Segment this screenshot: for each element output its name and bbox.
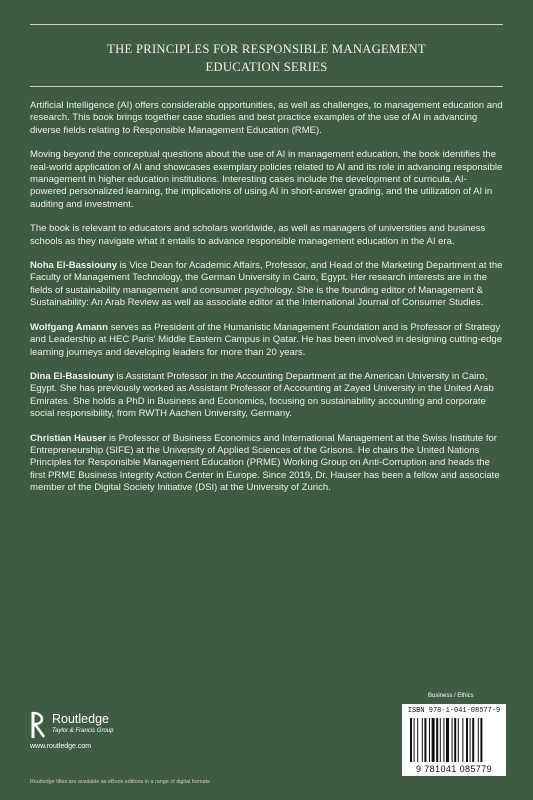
isbn-number: 9 781041 085779: [415, 764, 493, 774]
author-bio-2: [30, 322, 503, 359]
subject-category: Business / Ethics: [428, 693, 474, 699]
barcode-bars: [410, 718, 498, 762]
description-paragraph-1: Artificial Intelligence (AI) offers considerable opportunities, as well as challenges, to management education and research. This book brings together case studies and best practice examples of the use of AI in advancing diverse fields relating to Responsible Management Education (RME).: [30, 100, 503, 136]
author-bio-text: is Assistant Professor in the Accounting Department at the American University in Cairo, Egypt. She has previously worked as Assistant Professor of Accounting at Zayed University in the United Arab Emirates. She holds a PhD in Business and Economics, focusing on sustainability accounting and corporate social responsibility, from RWTH Aachen University, Germany.: [30, 370, 494, 420]
publisher-group: Taylor & Francis Group: [52, 728, 114, 734]
description-paragraph-2: Moving beyond the conceptual questions about the use of AI in management education, the book identifies the real-world application of AI and showcases exemplary policies related to AI and its role in advancing responsible management in higher education institutions. Interesting cases include the development of curricula, AI-powered personalized learning, the implications of using AI in short-answer grading, and the utilization of AI in auditing and investment.: [30, 149, 503, 210]
author-name: Christian Hauser: [30, 432, 107, 444]
author-bio-text: is Professor of Business Economics and International Management at the Swiss Institute for Entrepreneurship (SIFE) at the University of Applied Sciences of the Grisons. He chairs the United Nations Principles for Responsible Management Education (PRME) Working Group on Anti-Corruption and heads the first PRME Business Integrity Action Center in Europe. Since 2019, Dr. Hauser has been a fellow and associate member of the Digital Society Initiative (DSI) at the University of Zurich.: [30, 432, 500, 494]
author-name: Noha El-Bassiouny: [30, 260, 117, 272]
author-bio-text: is Vice Dean for Academic Affairs, Professor, and Head of the Marketing Department at the Faculty of Management Technology, the German University in Cairo, Egypt. Her research interests are in the fields of sustainability management and consumer psychology. She is the founding editor of Management & Sustainability: An Arab Review as well as associate editor at the International Journal of Consumer Studies.: [30, 260, 503, 309]
author-bio-4: [30, 433, 503, 495]
routledge-r-icon: [30, 710, 48, 740]
publisher-url: www.routledge.com: [30, 743, 92, 750]
author-bio-3: [30, 371, 503, 421]
author-bio-1: [30, 260, 503, 310]
ebook-note: Routledge titles are available as eBook editions in a range of digital formats: [30, 779, 210, 785]
header-rule: [30, 86, 503, 87]
isbn-text: ISBN 978-1-041-08577-9: [407, 707, 501, 715]
series-title-line-2: EDUCATION SERIES: [205, 60, 328, 74]
series-title: [0, 40, 533, 76]
author-name: Dina El-Bassiouny: [30, 370, 114, 382]
back-cover-text: [30, 100, 503, 507]
publisher-name: Routledge: [52, 712, 109, 726]
description-paragraph-3: The book is relevant to educators and scholars worldwide, as well as managers of universities and business schools as they navigate what it entails to advance responsible management education in the AI era.: [30, 223, 486, 247]
author-name: Wolfgang Amann: [30, 321, 108, 333]
series-title-line-1: THE PRINCIPLES FOR RESPONSIBLE MANAGEMENT: [107, 42, 426, 56]
isbn-barcode: [402, 704, 506, 776]
author-bio-text: serves as President of the Humanistic Management Foundation and is Professor of Strategy and Leadership at HEC Paris' Middle Eastern Campus in Qatar. He has been involved in designing cutting-edge learning journeys and developing leaders for more than 20 years.: [30, 321, 503, 358]
publisher-logo: [30, 706, 230, 756]
top-rule: [30, 24, 503, 25]
